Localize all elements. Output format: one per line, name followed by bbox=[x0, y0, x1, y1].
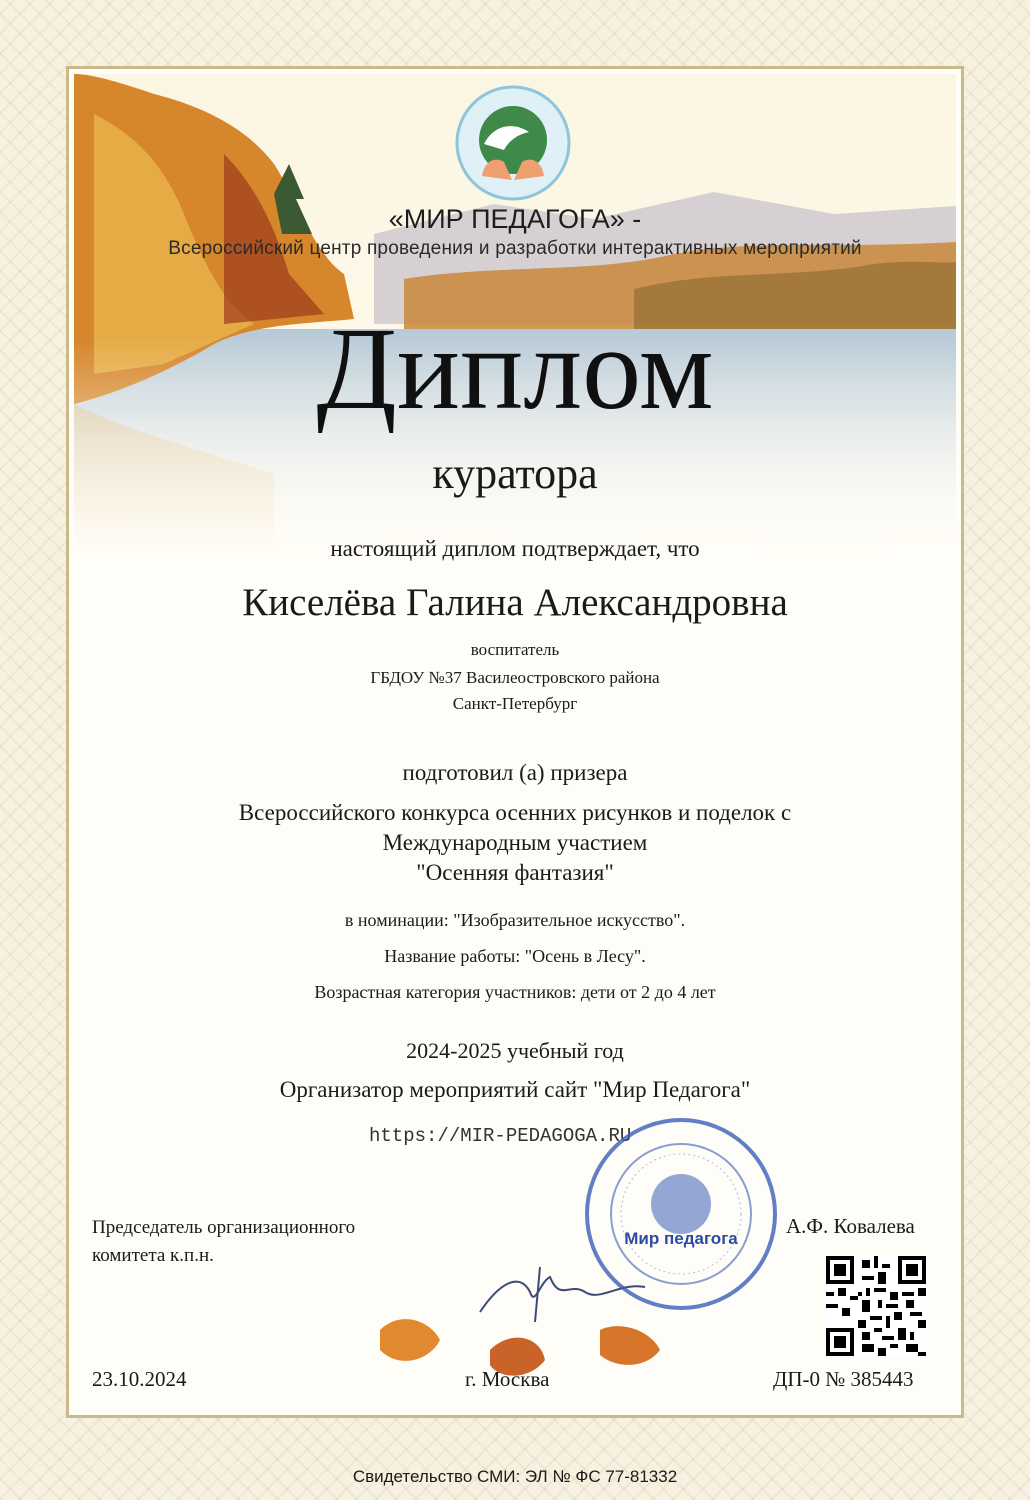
recipient-position: воспитатель bbox=[470, 640, 560, 659]
recipient-name: Киселёва Галина Александровна bbox=[242, 581, 788, 624]
prepared-text: подготовил (а) призера bbox=[402, 760, 628, 785]
diploma-number: ДП-0 № 385443 bbox=[773, 1367, 914, 1391]
issue-place: г. Москва bbox=[465, 1367, 550, 1391]
contest-line: Международным участием bbox=[382, 830, 648, 855]
school-year: 2024-2025 учебный год bbox=[406, 1038, 624, 1063]
confirm-text: настоящий диплом подтверждает, что bbox=[330, 536, 700, 561]
website-link[interactable]: https://MIR-PEDAGOGA.RU bbox=[369, 1125, 632, 1147]
organization-description: Всероссийский центр проведения и разработки интерактивных мероприятий bbox=[168, 238, 862, 259]
organization-stamp bbox=[583, 1116, 779, 1312]
contest-title bbox=[0, 798, 1030, 888]
organization-name: «МИР ПЕДАГОГА» - bbox=[388, 204, 642, 234]
work-title: Название работы: "Осень в Лесу". bbox=[384, 946, 646, 966]
issue-date: 23.10.2024 bbox=[92, 1367, 187, 1391]
diploma-title: Диплом bbox=[316, 303, 714, 434]
signer-name: А.Ф. Ковалева bbox=[786, 1214, 915, 1238]
recipient-city: Санкт-Петербург bbox=[452, 694, 578, 713]
contest-line: "Осенняя фантазия" bbox=[416, 860, 614, 885]
qr-code bbox=[826, 1256, 926, 1356]
organizer: Организатор мероприятий сайт "Мир Педагога" bbox=[279, 1077, 751, 1102]
nomination: в номинации: "Изобразительное искусство". bbox=[344, 910, 686, 930]
diploma-subtitle: куратора bbox=[432, 449, 598, 498]
age-category: Возрастная категория участников: дети от 2 до 4 лет bbox=[314, 982, 716, 1002]
mir-pedagoga-logo bbox=[454, 84, 572, 202]
chair-title bbox=[92, 1214, 355, 1270]
chair-line: комитета к.п.н. bbox=[92, 1245, 214, 1266]
media-certificate: Свидетельство СМИ: ЭЛ № ФС 77-81332 bbox=[352, 1467, 678, 1486]
contest-line: Всероссийского конкурса осенних рисунков и поделок с bbox=[238, 800, 792, 825]
recipient-organization: ГБДОУ №37 Василеостровского района bbox=[370, 668, 660, 687]
chair-line: Председатель организационного bbox=[92, 1217, 356, 1238]
stamp-center-text: Мир педагога bbox=[624, 1229, 738, 1248]
